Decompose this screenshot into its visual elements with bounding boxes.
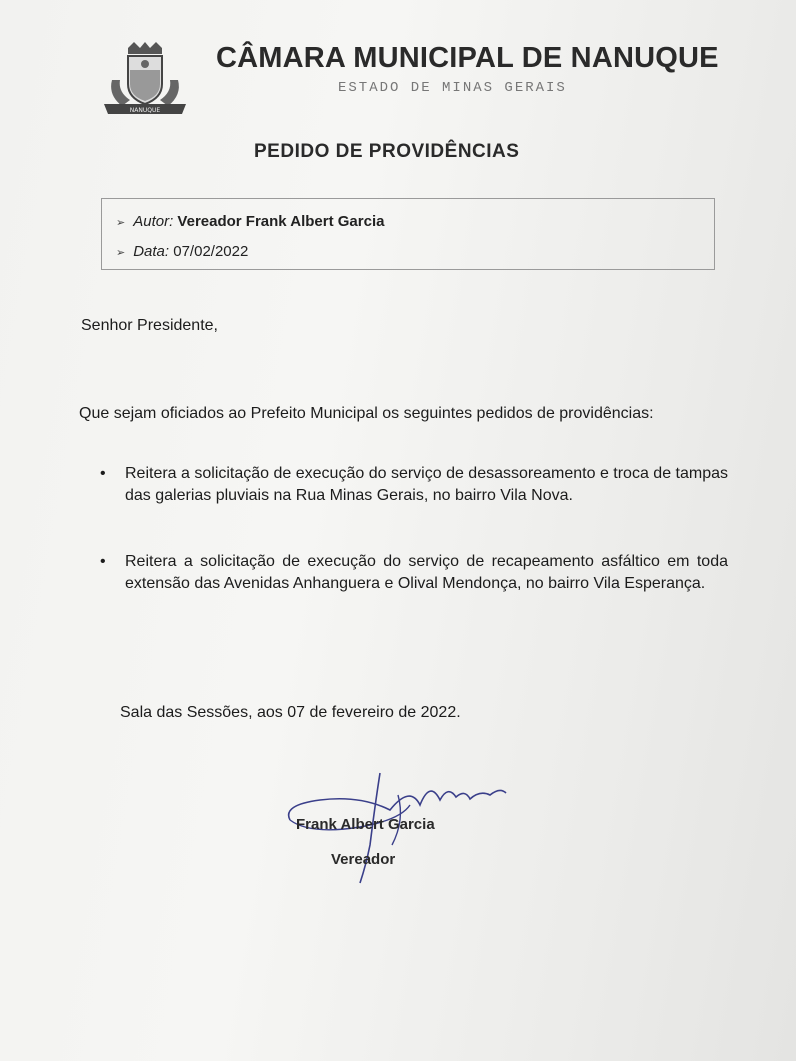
institution-subtitle: ESTADO DE MINAS GERAIS xyxy=(338,80,567,96)
intro-paragraph: Que sejam oficiados ao Prefeito Municipal os seguintes pedidos de providências: xyxy=(79,405,654,422)
list-item-text: Reitera a solicitação de execução do serviço de desassoreamento e troca de tampas das galerias pluviais na Rua Minas Gerais, no bairro Vila Nova. xyxy=(125,465,729,504)
date-value: 07/02/2022 xyxy=(173,243,249,260)
author-label: Autor: xyxy=(133,213,174,230)
greeting: Senhor Presidente, xyxy=(81,317,218,334)
date-label: Data: xyxy=(133,243,170,260)
bullet-icon: • xyxy=(100,553,106,570)
date-row xyxy=(116,243,248,260)
signer-role: Vereador xyxy=(331,851,396,868)
bullet-icon: • xyxy=(100,465,106,482)
arrowhead-icon: ➢ xyxy=(116,247,126,259)
author-row xyxy=(116,213,384,230)
list-item-text: Reitera a solicitação de execução do serviço de recapeamento asfáltico em toda extensão das Avenidas Anhanguera e Olival Mendonça, no bairro Vila Esperança. xyxy=(125,553,728,592)
author-value: Vereador Frank Albert Garcia xyxy=(177,213,385,230)
crest-text: NANUQUE xyxy=(129,107,161,114)
signer-name: Frank Albert Garcia xyxy=(296,816,435,833)
document-title: PEDIDO DE PROVIDÊNCIAS xyxy=(254,141,520,162)
list-item xyxy=(100,551,728,595)
list-item xyxy=(100,463,728,507)
institution-title: CÂMARA MUNICIPAL DE NANUQUE xyxy=(216,42,719,74)
arrowhead-icon: ➢ xyxy=(116,217,126,229)
info-box xyxy=(101,198,715,270)
coat-of-arms-icon xyxy=(100,40,190,120)
request-list xyxy=(100,463,728,595)
closing-line: Sala das Sessões, aos 07 de fevereiro de 2022. xyxy=(120,704,461,721)
